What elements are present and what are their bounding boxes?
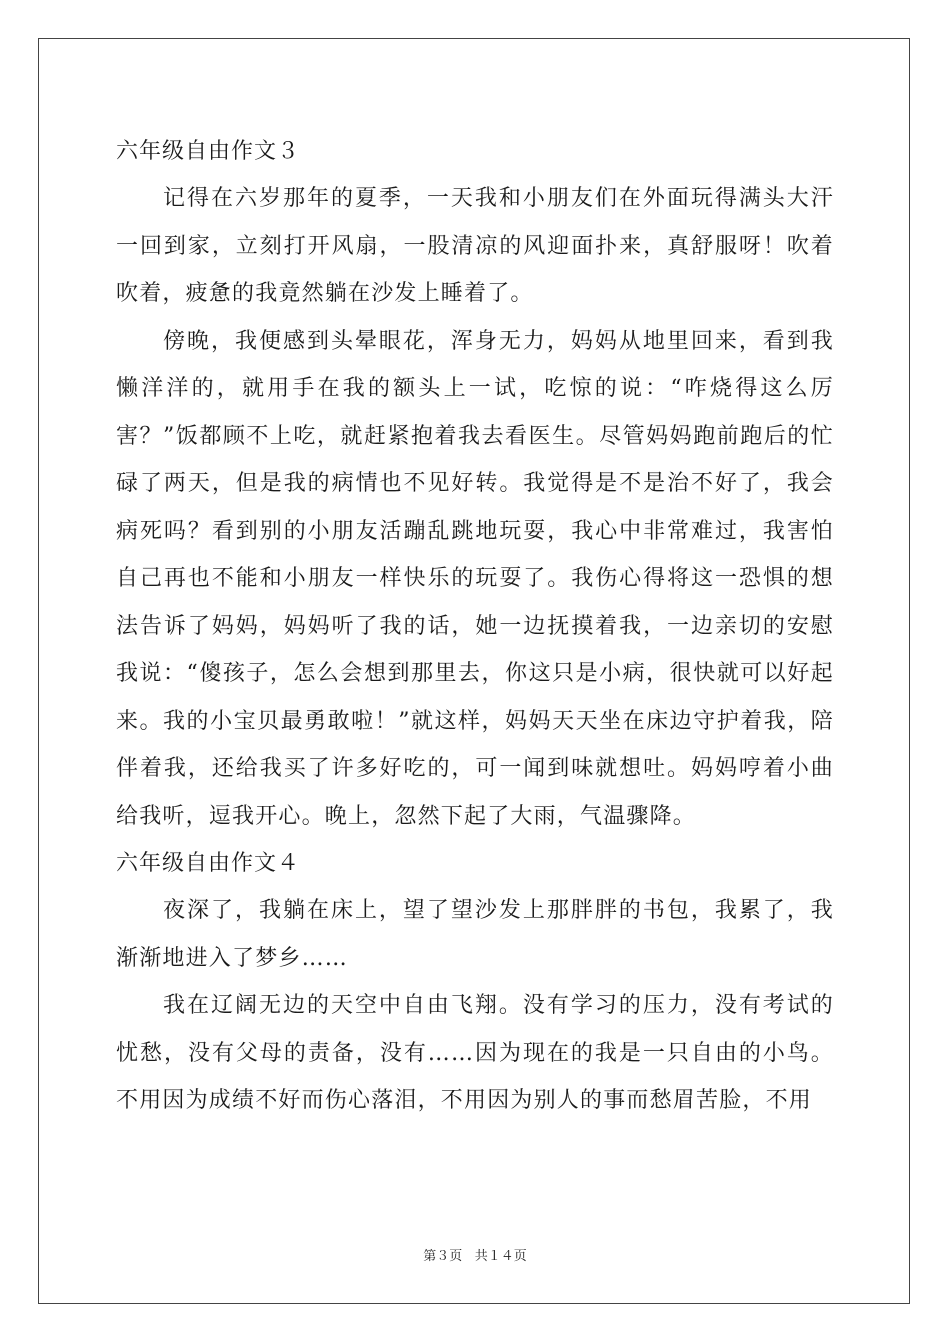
paragraph: 我在辽阔无边的天空中自由飞翔。没有学习的压力，没有考试的忧愁，没有父母的责备，没有……因为现在的我是一只自由的小鸟。不用因为成绩不好而伤心落泪，不用因为别人的事而愁眉苦脸，不用: [116, 993, 834, 1113]
document-body: [116, 128, 834, 1113]
page-number: 第３页: [423, 1249, 463, 1264]
section-heading: 六年级自由作文３: [116, 139, 301, 164]
paragraph: 夜深了，我躺在床上，望了望沙发上那胖胖的书包，我累了，我渐渐地进入了梦乡……: [116, 898, 834, 971]
paragraph: 记得在六岁那年的夏季，一天我和小朋友们在外面玩得满头大汗一回到家，立刻打开风扇，一股清凉的风迎面扑来，真舒服呀！吹着吹着，疲惫的我竟然躺在沙发上睡着了。: [116, 186, 834, 306]
section-heading: 六年级自由作文４: [116, 851, 301, 876]
paragraph: 傍晚，我便感到头晕眼花，浑身无力，妈妈从地里回来，看到我懒洋洋的，就用手在我的额头上一试，吃惊的说：“咋烧得这么厉害？”饭都顾不上吃，就赶紧抱着我去看医生。尽管妈妈跑前跑后的忙碌了两天，但是我的病情也不见好转。我觉得是不是治不好了，我会病死吗？看到别的小朋友活蹦乱跳地玩耍，我心中非常难过，我害怕自己再也不能和小朋友一样快乐的玩耍了。我伤心得将这一恐惧的想法告诉了妈妈，妈妈听了我的话，她一边抚摸着我，一边亲切的安慰我说：“傻孩子，怎么会想到那里去，你这只是小病，很快就可以好起来。我的小宝贝最勇敢啦！”就这样，妈妈天天坐在床边守护着我，陪伴着我，还给我买了许多好吃的，可一闻到味就想吐。妈妈哼着小曲给我听，逗我开心。晚上，忽然下起了大雨，气温骤降。: [116, 328, 834, 829]
page-footer: [0, 1245, 950, 1264]
page-total: 共１４页: [474, 1249, 527, 1264]
